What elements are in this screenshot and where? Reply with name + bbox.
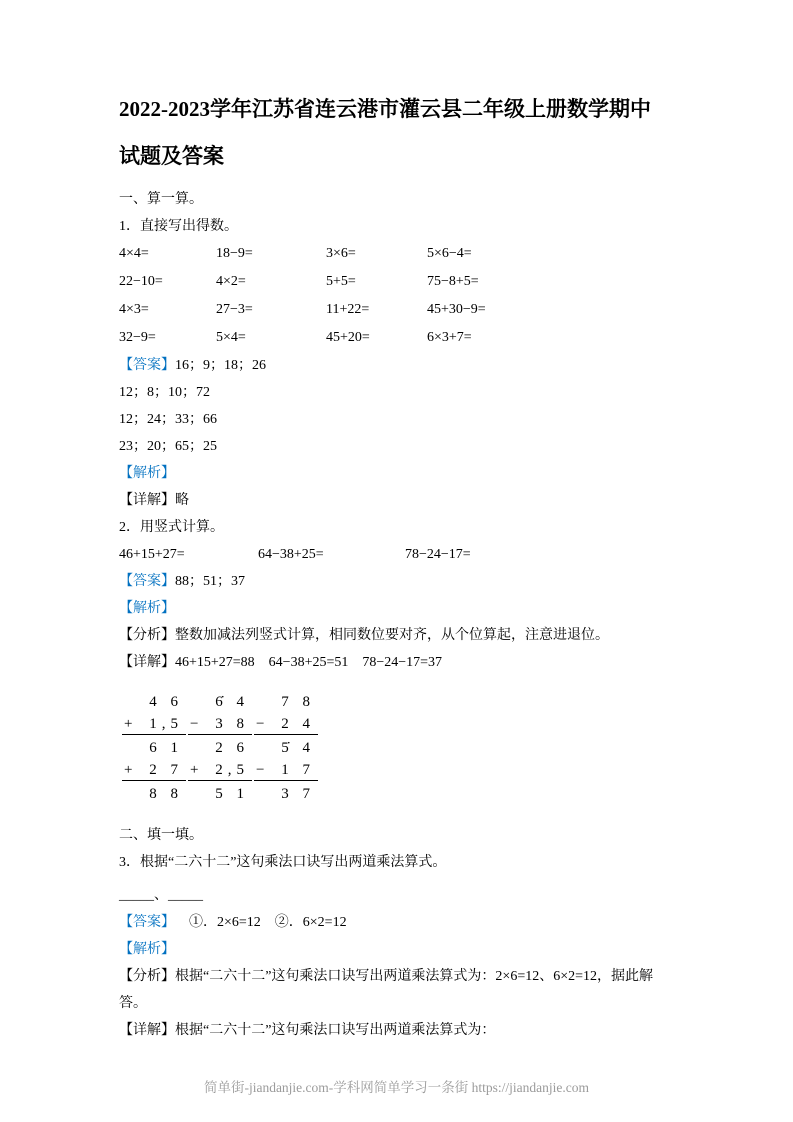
digits: 5 1 <box>215 786 249 802</box>
page-footer: 简单街-jiandanjie.com-学科网简单学习一条街 https://jiandanjie.com <box>203 1080 590 1095</box>
vcalc-row <box>122 712 186 735</box>
vcalc-row <box>254 735 318 758</box>
expression-cell: 6×3+7= <box>427 330 472 345</box>
q1-xiangjie <box>119 487 677 514</box>
answer-label: 【答案】 <box>119 358 175 373</box>
q3-jiexi-label: 【解析】 <box>119 942 175 957</box>
expression-cell: 75−8+5= <box>427 274 479 289</box>
page-title <box>119 86 677 180</box>
digits: 7 8 <box>281 694 315 710</box>
expression-cell: 4×3= <box>119 302 149 317</box>
q2-expressions <box>119 541 677 568</box>
expression-cell: 3×6= <box>326 246 356 261</box>
operator: − <box>256 762 265 778</box>
vcalc-row <box>254 781 318 804</box>
expression-cell: 32−9= <box>119 330 156 345</box>
operator: − <box>256 716 265 732</box>
digits: 1,5 <box>149 716 183 732</box>
answer-text: ①．2×6=12 ②．6×2=12 <box>175 915 347 930</box>
q2-xiangjie <box>119 649 677 676</box>
expression-cell: 45+30−9= <box>427 302 486 317</box>
operator: + <box>190 762 199 778</box>
fenxi-text: 根据“二六十二”这句乘法口诀写出两道乘法算式为：2×6=12、6×2=12，据此解答。 <box>119 969 654 1011</box>
fenxi-label: 【分析】 <box>119 969 175 984</box>
q3-xiangjie <box>119 1017 677 1044</box>
vcalc-row <box>122 781 186 804</box>
expression-cell: 4×4= <box>119 246 149 261</box>
expression-cell: 64−38+25= <box>258 547 324 562</box>
answer-label: 【答案】 <box>119 574 175 589</box>
q2-prompt: 2．用竖式计算。 <box>119 520 224 535</box>
expression-cell: 45+20= <box>326 330 370 345</box>
q3-fenxi <box>119 963 677 1017</box>
expression-cell: 27−3= <box>216 302 253 317</box>
vcalc-row <box>188 712 252 735</box>
digits: 2 4 <box>281 716 315 732</box>
expression-cell: 11+22= <box>326 302 370 317</box>
vcalc-row <box>122 735 186 758</box>
q1-jiexi-label: 【解析】 <box>119 466 175 481</box>
q3-answer <box>119 909 677 936</box>
expression-cell: 46+15+27= <box>119 547 185 562</box>
digits: 3 7 <box>281 786 315 802</box>
vertical-calc-3 <box>254 689 318 804</box>
xiangjie-label: 【详解】 <box>119 493 175 508</box>
q1-answer-line-2: 12；8；10；72 <box>119 385 210 400</box>
xiangjie-text: 46+15+27=88 64−38+25=51 78−24−17=37 <box>175 655 443 670</box>
xiangjie-label: 【详解】 <box>119 655 175 670</box>
digits: 5̇ 4 <box>281 740 315 756</box>
operator: + <box>124 762 133 778</box>
q2-fenxi <box>119 622 677 649</box>
expression-cell: 5+5= <box>326 274 356 289</box>
expression-cell: 18−9= <box>216 246 253 261</box>
q2-answer <box>119 568 677 595</box>
expression-cell: 22−10= <box>119 274 163 289</box>
vcalc-row <box>122 689 186 712</box>
digits: 2 6 <box>215 740 249 756</box>
digits: 8 8 <box>149 786 183 802</box>
q1-answer-line-3: 12；24；33；66 <box>119 412 217 427</box>
answer-label: 【答案】 <box>119 915 175 930</box>
digits: 2,5 <box>215 762 249 778</box>
fenxi-text: 整数加减法列竖式计算，相同数位要对齐，从个位算起，注意进退位。 <box>175 628 609 643</box>
q1-answer-line-4: 23；20；65；25 <box>119 439 217 454</box>
title-line1: 2022-2023学年江苏省连云港市灌云县二年级上册数学期中 <box>119 97 651 121</box>
digits: 4 6 <box>149 694 183 710</box>
expression-cell: 5×6−4= <box>427 246 472 261</box>
digits: 6 1 <box>149 740 183 756</box>
fenxi-label: 【分析】 <box>119 628 175 643</box>
q1-answer-line-1 <box>119 352 677 379</box>
digits: 3 8 <box>215 716 249 732</box>
operator: − <box>190 716 199 732</box>
q3-prompt: 3．根据“二六十二”这句乘法口诀写出两道乘法算式。 <box>119 855 447 870</box>
q1-expression-grid <box>119 240 677 352</box>
section2-heading: 二、填一填。 <box>119 828 203 843</box>
vcalc-row <box>188 781 252 804</box>
xiangjie-text: 略 <box>175 493 189 508</box>
vcalc-row <box>188 735 252 758</box>
section1-heading: 一、算一算。 <box>119 192 203 207</box>
vcalc-row <box>188 758 252 781</box>
vertical-calc-2 <box>188 689 252 804</box>
answer-text: 16；9；18；26 <box>175 358 266 373</box>
vcalc-row <box>188 689 252 712</box>
xiangjie-label: 【详解】 <box>119 1023 175 1038</box>
answer-text: 88；51；37 <box>175 574 245 589</box>
q1-prompt: 1．直接写出得数。 <box>119 219 238 234</box>
xiangjie-text: 根据“二六十二”这句乘法口诀写出两道乘法算式为： <box>175 1023 496 1038</box>
vcalc-row <box>254 689 318 712</box>
digits: 6̇ 4 <box>215 694 249 710</box>
vertical-calculations <box>122 689 677 804</box>
expression-cell: 5×4= <box>216 330 246 345</box>
digits: 1 7 <box>281 762 315 778</box>
vcalc-row <box>254 712 318 735</box>
expression-cell: 78−24−17= <box>405 547 471 562</box>
q2-jiexi-label: 【解析】 <box>119 601 175 616</box>
digits: 2 7 <box>149 762 183 778</box>
title-line2: 试题及答案 <box>119 144 224 168</box>
vertical-calc-1 <box>122 689 186 804</box>
operator: + <box>124 716 133 732</box>
expression-cell: 4×2= <box>216 274 246 289</box>
vcalc-row <box>122 758 186 781</box>
q3-blanks: _____、_____ <box>119 888 203 903</box>
vcalc-row <box>254 758 318 781</box>
